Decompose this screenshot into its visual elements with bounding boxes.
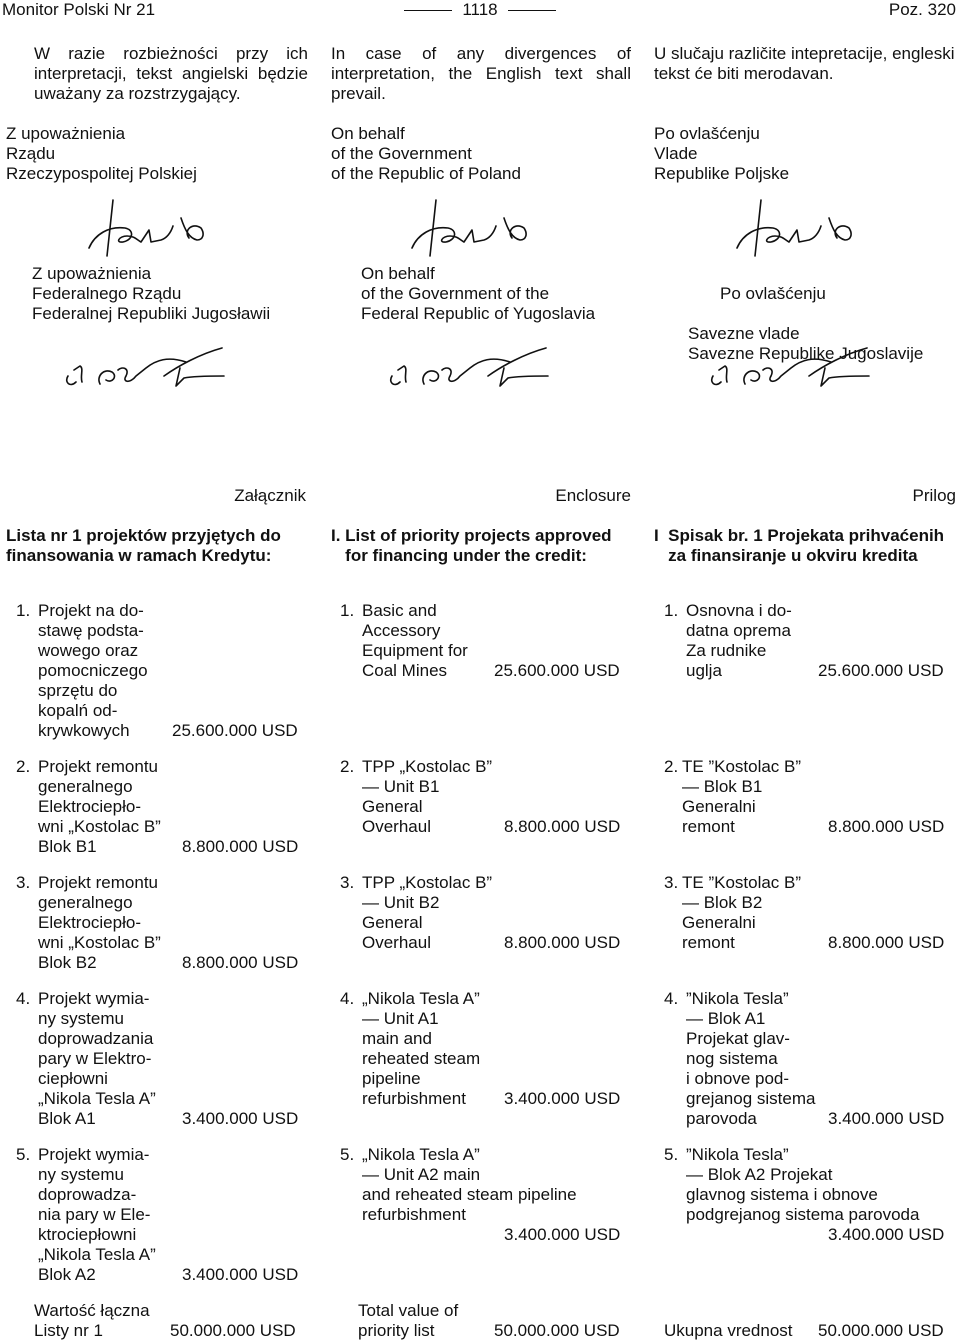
list-item: 4. <box>340 989 355 1008</box>
yugoslavia-signatory-serbian-line1: Po ovlašćenju <box>720 284 826 303</box>
total-label-english: Total value of priority list <box>358 1301 459 1340</box>
yugoslavia-signatory-serbian-rest: Savezne vlade Savezne Republike Jugoslavije <box>688 324 924 363</box>
signature-image <box>408 196 538 260</box>
enclosure-label-english: Enclosure <box>555 486 631 505</box>
list-item: 4. <box>664 989 679 1008</box>
poland-signatory-serbian: Po ovlašćenju Vlade Republike Poljske <box>654 124 790 183</box>
poland-signatory-polish: Z upoważnienia Rządu Rzeczypospolitej Polskiej <box>6 124 197 183</box>
project-description: TPP „Kostolac B” — Unit B1 General Overhaul <box>362 757 493 836</box>
project-amount: 8.800.000 USD <box>182 953 299 972</box>
signature-image <box>384 346 554 392</box>
project-description: Osnovna i do- datna oprema Za rudnike uglja <box>686 601 792 680</box>
project-description: „Nikola Tesla A” — Unit A2 main and reheated steam pipeline refurbishment <box>362 1145 577 1224</box>
page-header <box>0 0 960 22</box>
list-item: 5. <box>16 1145 31 1164</box>
list-item: 1. <box>664 601 679 620</box>
total-label-polish: Wartość łączna Listy nr 1 <box>34 1301 150 1340</box>
project-amount: 3.400.000 USD <box>828 1225 945 1244</box>
list-item: 4. <box>16 989 31 1008</box>
project-description: „Nikola Tesla A” — Unit A1 main and reheated steam pipeline refurbishment <box>362 989 481 1108</box>
project-description: TPP „Kostolac B” — Unit B2 General Overhaul <box>362 873 493 952</box>
signature-image <box>705 346 875 392</box>
list-title-english: I. List of priority projects approved for financing under the credit: <box>331 526 612 565</box>
enclosure-label-polish: Załącznik <box>234 486 306 505</box>
project-amount: 8.800.000 USD <box>828 933 945 952</box>
project-amount: 25.600.000 USD <box>172 721 298 740</box>
project-amount: 8.800.000 USD <box>504 817 621 836</box>
list-item: 2. <box>340 757 355 776</box>
project-description: Projekt na do- stawę podsta- wowego oraz pomocniczego sprzętu do kopalń od- krywkowych <box>38 601 148 740</box>
list-title-serbian: I Spisak br. 1 Projekata prihvaćenih za finansiranje u okviru kredita <box>654 526 945 565</box>
project-amount: 25.600.000 USD <box>818 661 944 680</box>
page-number: 1118 <box>462 0 498 19</box>
list-item: 3. <box>340 873 355 892</box>
project-description: Projekt wymia- ny systemu doprowadza- nia pary w Ele- ktrociepłowni „Nikola Tesla A” Blok A2 <box>38 1145 156 1284</box>
list-item: 3. <box>664 873 679 892</box>
list-item: 5. <box>340 1145 355 1164</box>
total-amount-english: 50.000.000 USD <box>494 1321 620 1340</box>
project-description: TE ”Kostolac B” — Blok B1 Generalni remont <box>682 757 802 836</box>
project-amount: 8.800.000 USD <box>182 837 299 856</box>
project-amount: 3.400.000 USD <box>504 1225 621 1244</box>
yugoslavia-signatory-polish: Z upoważnienia Federalnego Rządu Federalnej Republiki Jugosławii <box>32 264 271 323</box>
project-description: Projekt remontu generalnego Elektrociepło- wni „Kostolac B” Blok B1 <box>38 757 161 856</box>
project-amount: 3.400.000 USD <box>182 1109 299 1128</box>
journal-title: Monitor Polski Nr 21 <box>2 0 156 19</box>
signature-image <box>60 346 230 392</box>
list-item: 1. <box>16 601 31 620</box>
yugoslavia-signatory-english: On behalf of the Government of the Federal Republic of Yugoslavia <box>361 264 596 323</box>
total-amount-serbian: 50.000.000 USD <box>818 1321 944 1340</box>
divergence-clause-polish: W razie rozbieżności przy ich interpretacji, tekst angielski będzie uważany za rozstrzygający. <box>34 44 308 103</box>
list-item: 1. <box>340 601 355 620</box>
total-amount-polish: 50.000.000 USD <box>170 1321 296 1340</box>
list-item: 3. <box>16 873 31 892</box>
signature-image <box>733 196 863 260</box>
list-item: 5. <box>664 1145 679 1164</box>
header-dash-left <box>404 10 452 11</box>
list-item: 2. <box>664 757 679 776</box>
project-description: Projekt wymia- ny systemu doprowadzania pary w Elektro- ciepłowni „Nikola Tesla A” Blok A1 <box>38 989 156 1128</box>
list-title-polish: Lista nr 1 projektów przyjętych do finansowania w ramach Kredytu: <box>6 526 281 565</box>
project-amount: 3.400.000 USD <box>504 1089 621 1108</box>
project-amount: 3.400.000 USD <box>828 1109 945 1128</box>
divergence-clause-serbian: U slučaju različite intepretacije, engleski tekst će biti merodavan. <box>654 44 955 83</box>
project-description: TE ”Kostolac B” — Blok B2 Generalni remont <box>682 873 802 952</box>
list-item: 2. <box>16 757 31 776</box>
project-description: ”Nikola Tesla” — Blok A1 Projekat glav- nog sistema i obnove pod- grejanog sistema parovoda <box>686 989 816 1128</box>
header-dash-right <box>508 10 556 11</box>
project-amount: 8.800.000 USD <box>828 817 945 836</box>
project-amount: 8.800.000 USD <box>504 933 621 952</box>
project-description: Basic and Accessory Equipment for Coal Mines <box>362 601 468 680</box>
position-number: Poz. 320 <box>888 0 956 19</box>
project-amount: 25.600.000 USD <box>494 661 620 680</box>
project-description: Projekt remontu generalnego Elektrociepło- wni „Kostolac B” Blok B2 <box>38 873 161 972</box>
poland-signatory-english: On behalf of the Government of the Republic of Poland <box>331 124 521 183</box>
divergence-clause-english: In case of any divergences of interpretation, the English text shall prevail. <box>331 44 631 103</box>
project-description: ”Nikola Tesla” — Blok A2 Projekat glavnog sistema i obnove podgrejanog sistema parovoda <box>686 1145 920 1224</box>
signature-image <box>85 196 215 260</box>
total-label-serbian: Ukupna vrednost <box>664 1321 793 1340</box>
project-amount: 3.400.000 USD <box>182 1265 299 1284</box>
enclosure-label-serbian: Prilog <box>912 486 956 505</box>
